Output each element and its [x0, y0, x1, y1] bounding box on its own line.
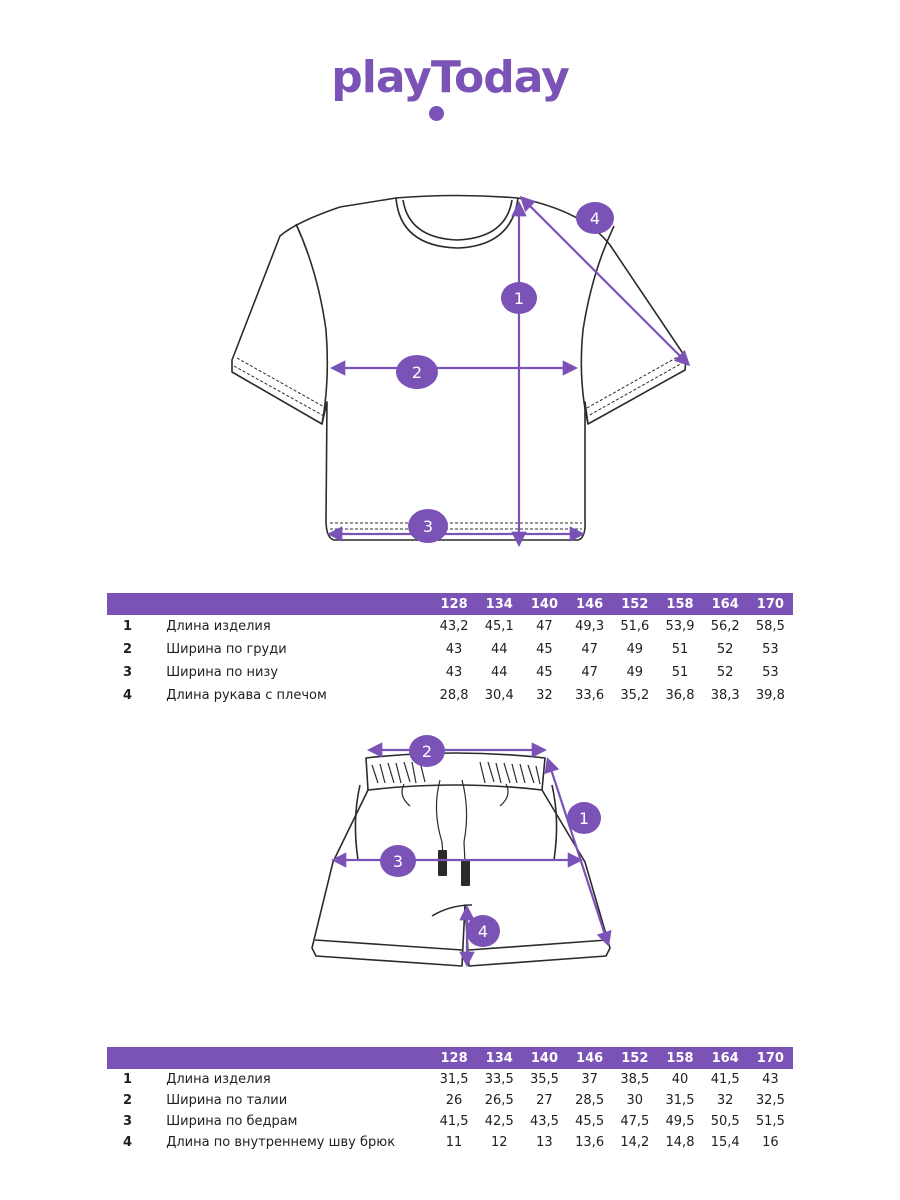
row-number: 4	[123, 688, 133, 703]
measurement-value: 12	[490, 1135, 508, 1150]
measurement-value: 13	[536, 1135, 553, 1150]
measurement-value: 40	[671, 1072, 689, 1087]
table-row	[107, 615, 793, 638]
size-header-cell: 170	[756, 596, 784, 612]
size-header-cell: 170	[756, 1050, 784, 1066]
measurement-name: Ширина по талии	[166, 1093, 288, 1108]
table-row	[107, 1069, 793, 1090]
size-header-cell: 164	[711, 1050, 739, 1066]
measurement-value: 52	[716, 665, 734, 680]
size-header-cell: 158	[666, 596, 694, 612]
measurement-name: Длина по внутреннему шву брюк	[166, 1135, 396, 1150]
shorts-marker-4	[466, 915, 500, 947]
svg-text:4: 4	[589, 209, 601, 228]
shirt-marker-4	[576, 202, 614, 234]
measurement-value: 26	[445, 1093, 463, 1108]
measurement-value: 49,5	[665, 1114, 695, 1129]
row-number: 2	[123, 642, 133, 657]
measurement-value: 15,4	[710, 1135, 740, 1150]
shirt-size-table	[107, 593, 793, 707]
measurement-value: 14,8	[665, 1135, 695, 1150]
row-number: 3	[123, 665, 133, 680]
table-row	[107, 1090, 793, 1111]
measurement-name: Длина изделия	[166, 619, 271, 634]
measurement-value: 43,2	[439, 619, 469, 634]
measurement-value: 41,5	[439, 1114, 469, 1129]
measurement-value: 16	[762, 1135, 779, 1150]
shirt-marker-3	[408, 509, 448, 543]
measurement-value: 26,5	[484, 1093, 514, 1108]
measurement-value: 51	[671, 665, 689, 680]
measurement-value: 47	[581, 665, 598, 680]
measurement-value: 30,4	[484, 688, 514, 703]
measurement-value: 43	[445, 642, 463, 657]
shorts-size-header	[107, 1047, 793, 1069]
size-header-cell: 152	[621, 1050, 649, 1066]
svg-text:4: 4	[477, 922, 489, 941]
table-row	[107, 638, 793, 661]
measurement-value: 50,5	[710, 1114, 740, 1129]
size-header-cell: 140	[530, 596, 558, 612]
measurement-value: 14,2	[620, 1135, 650, 1150]
size-header-cell: 152	[621, 596, 649, 612]
measurement-value: 31,5	[439, 1072, 469, 1087]
measurement-value: 51,5	[755, 1114, 785, 1129]
row-number: 4	[123, 1135, 133, 1150]
shorts-marker-2	[409, 735, 445, 767]
row-number: 1	[123, 619, 133, 634]
row-number: 1	[123, 1072, 133, 1087]
logo-dot	[429, 106, 444, 121]
measurement-value: 43	[762, 1072, 779, 1087]
measurement-value: 56,2	[710, 619, 740, 634]
size-header-cell: 128	[440, 1050, 468, 1066]
measurement-value: 52	[716, 642, 734, 657]
svg-text:2: 2	[411, 363, 423, 382]
measurement-value: 38,5	[620, 1072, 650, 1087]
measurement-value: 28,8	[439, 688, 469, 703]
measurement-value: 53	[762, 665, 779, 680]
measurement-value: 53,9	[665, 619, 695, 634]
measurement-value: 42,5	[484, 1114, 514, 1129]
measurement-value: 58,5	[755, 619, 785, 634]
measurement-value: 47,5	[620, 1114, 650, 1129]
size-header-cell: 140	[530, 1050, 558, 1066]
table-row	[107, 661, 793, 684]
size-header-cell: 164	[711, 596, 739, 612]
measurement-value: 53	[762, 642, 779, 657]
tshirt-drawing	[0, 180, 900, 560]
measurement-name: Ширина по груди	[166, 642, 287, 657]
svg-text:1: 1	[513, 289, 525, 308]
svg-text:2: 2	[421, 742, 433, 761]
measurement-value: 41,5	[710, 1072, 740, 1087]
size-header-cell: 128	[440, 596, 468, 612]
measurement-value: 44	[490, 665, 508, 680]
size-header-cell: 146	[576, 1050, 604, 1066]
measurement-value: 35,5	[529, 1072, 559, 1087]
measurement-value: 36,8	[665, 688, 695, 703]
measurement-value: 45,5	[575, 1114, 605, 1129]
shirt-marker-2	[396, 355, 438, 389]
svg-text:3: 3	[422, 517, 434, 536]
measurement-value: 30	[626, 1093, 644, 1108]
measurement-value: 39,8	[755, 688, 785, 703]
row-number: 2	[123, 1093, 133, 1108]
measurement-value: 49	[626, 665, 644, 680]
shorts-marker-3	[380, 845, 416, 877]
measurement-value: 49,3	[575, 619, 605, 634]
shorts-marker-1	[567, 802, 601, 834]
measurement-value: 47	[536, 619, 553, 634]
size-header-cell: 158	[666, 1050, 694, 1066]
measurement-value: 13,6	[575, 1135, 605, 1150]
table-row	[107, 684, 793, 707]
measurement-value: 49	[626, 642, 644, 657]
measurement-value: 28,5	[575, 1093, 605, 1108]
measurement-name: Длина рукава с плечом	[166, 688, 327, 703]
size-header-cell: 146	[576, 596, 604, 612]
measurement-value: 51	[671, 642, 689, 657]
shorts-drawing	[0, 730, 900, 990]
size-header-cell: 134	[485, 1050, 513, 1066]
measurement-value: 44	[490, 642, 508, 657]
measurement-value: 37	[581, 1072, 598, 1087]
size-header-cell: 134	[485, 596, 513, 612]
measurement-value: 11	[445, 1135, 463, 1150]
measurement-value: 32	[716, 1093, 734, 1108]
measurement-value: 45	[536, 665, 553, 680]
measurement-value: 31,5	[665, 1093, 695, 1108]
svg-text:1: 1	[578, 809, 590, 828]
shirt-size-header	[107, 593, 793, 615]
shirt-marker-1	[501, 282, 537, 314]
measurement-value: 27	[536, 1093, 553, 1108]
table-row	[107, 1111, 793, 1132]
measurement-name: Ширина по бедрам	[166, 1114, 298, 1129]
svg-text:3: 3	[392, 852, 404, 871]
measurement-value: 43	[445, 665, 463, 680]
measurement-value: 35,2	[620, 688, 650, 703]
shorts-size-table	[107, 1047, 793, 1153]
measurement-value: 47	[581, 642, 598, 657]
row-number: 3	[123, 1114, 133, 1129]
measurement-value: 45,1	[484, 619, 514, 634]
measurement-value: 33,5	[484, 1072, 514, 1087]
measurement-value: 32,5	[755, 1093, 785, 1108]
measurement-name: Длина изделия	[166, 1072, 271, 1087]
measurement-value: 32	[536, 688, 553, 703]
measurement-value: 43,5	[529, 1114, 559, 1129]
measurement-value: 38,3	[710, 688, 740, 703]
measurement-value: 33,6	[575, 688, 605, 703]
table-row	[107, 1132, 793, 1153]
measurement-name: Ширина по низу	[166, 665, 279, 680]
measurement-value: 51,6	[620, 619, 650, 634]
brand-logo: playToday	[331, 52, 569, 103]
measurement-value: 45	[536, 642, 553, 657]
